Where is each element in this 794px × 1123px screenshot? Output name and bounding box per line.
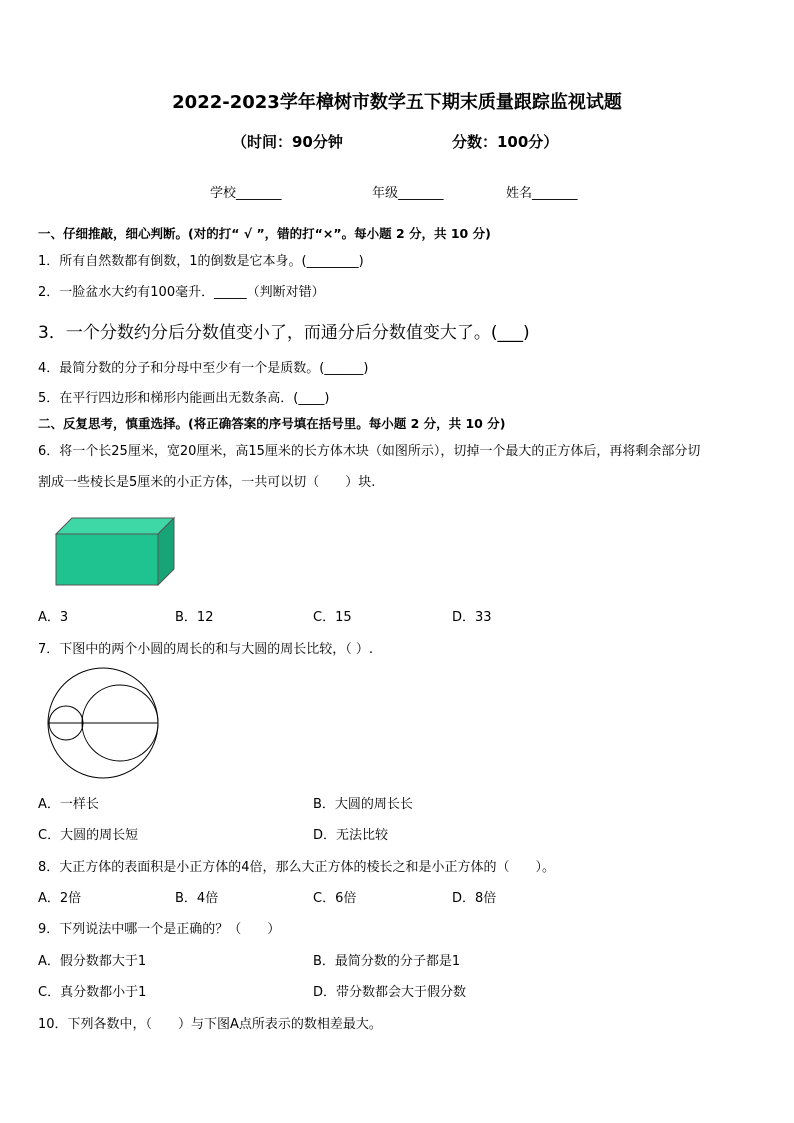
q9-option-a: A．假分数都大于1 <box>38 954 147 969</box>
question-5: 5．在平行四边形和梯形内能画出无数条高．(____) <box>38 391 330 406</box>
q6-option-d: D．33 <box>452 610 492 625</box>
total-score: 分数：100分） <box>452 133 559 151</box>
section-1-heading: 一、仔细推敲，细心判断。(对的打“ √ ”，错的打“×”。每小题 2 分，共 10 分) <box>38 226 491 241</box>
q7-option-c: C．大圆的周长短 <box>38 828 139 843</box>
circles-figure <box>44 666 166 786</box>
q7-option-d: D．无法比较 <box>313 828 389 843</box>
q6-option-b: B．12 <box>175 610 214 625</box>
name-field: 姓名_______ <box>506 186 578 201</box>
question-3: 3．一个分数约分后分数值变小了，而通分后分数值变大了。(___) <box>38 323 530 343</box>
section-2-heading: 二、反复思考，慎重选择。(将正确答案的序号填在括号里。每小题 2 分，共 10 分) <box>38 416 506 431</box>
question-10: 10．下列各数中，（ ）与下图A点所表示的数相差最大。 <box>38 1017 382 1032</box>
school-field: 学校_______ <box>210 186 282 201</box>
question-6-line-2: 割成一些棱长是5厘米的小正方体，一共可以切（ ）块. <box>38 475 376 490</box>
q6-option-a: A．3 <box>38 610 69 625</box>
q8-option-b: B．4倍 <box>175 891 219 906</box>
page-title: 2022-2023学年樟树市数学五下期末质量跟踪监视试题 <box>172 92 622 113</box>
cuboid-top-face <box>56 518 174 534</box>
question-8: 8．大正方体的表面积是小正方体的4倍，那么大正方体的棱长之和是小正方体的（ ）。 <box>38 860 556 875</box>
q9-option-d: D．带分数都会大于假分数 <box>313 985 467 1000</box>
question-6-line-1: 6．将一个长25厘米，宽20厘米，高15厘米的长方体木块（如图所示），切掉一个最大的正方体后，再将剩余部分切 <box>38 444 701 459</box>
question-1: 1．所有自然数都有倒数，1的倒数是它本身。(________) <box>38 254 364 269</box>
q9-option-c: C．真分数都小于1 <box>38 985 147 1000</box>
question-7: 7．下图中的两个小圆的周长的和与大圆的周长比较，（ ）. <box>38 642 374 657</box>
q7-option-b: B．大圆的周长长 <box>313 797 413 812</box>
q8-option-d: D．8倍 <box>452 891 497 906</box>
question-2: 2．一脸盆水大约有100毫升．_____（判断对错） <box>38 285 325 300</box>
question-4: 4．最简分数的分子和分母中至少有一个是质数。(______) <box>38 361 369 376</box>
time-limit: （时间：90分钟 <box>232 133 343 151</box>
question-9: 9．下列说法中哪一个是正确的？（ ） <box>38 922 281 937</box>
grade-field: 年级_______ <box>372 186 444 201</box>
q6-option-c: C．15 <box>313 610 352 625</box>
q9-option-b: B．最简分数的分子都是1 <box>313 954 461 969</box>
q8-option-a: A．2倍 <box>38 891 82 906</box>
cuboid-front-face <box>56 534 158 585</box>
q7-option-a: A．一样长 <box>38 797 99 812</box>
q8-option-c: C．6倍 <box>313 891 357 906</box>
cuboid-figure <box>52 514 178 588</box>
